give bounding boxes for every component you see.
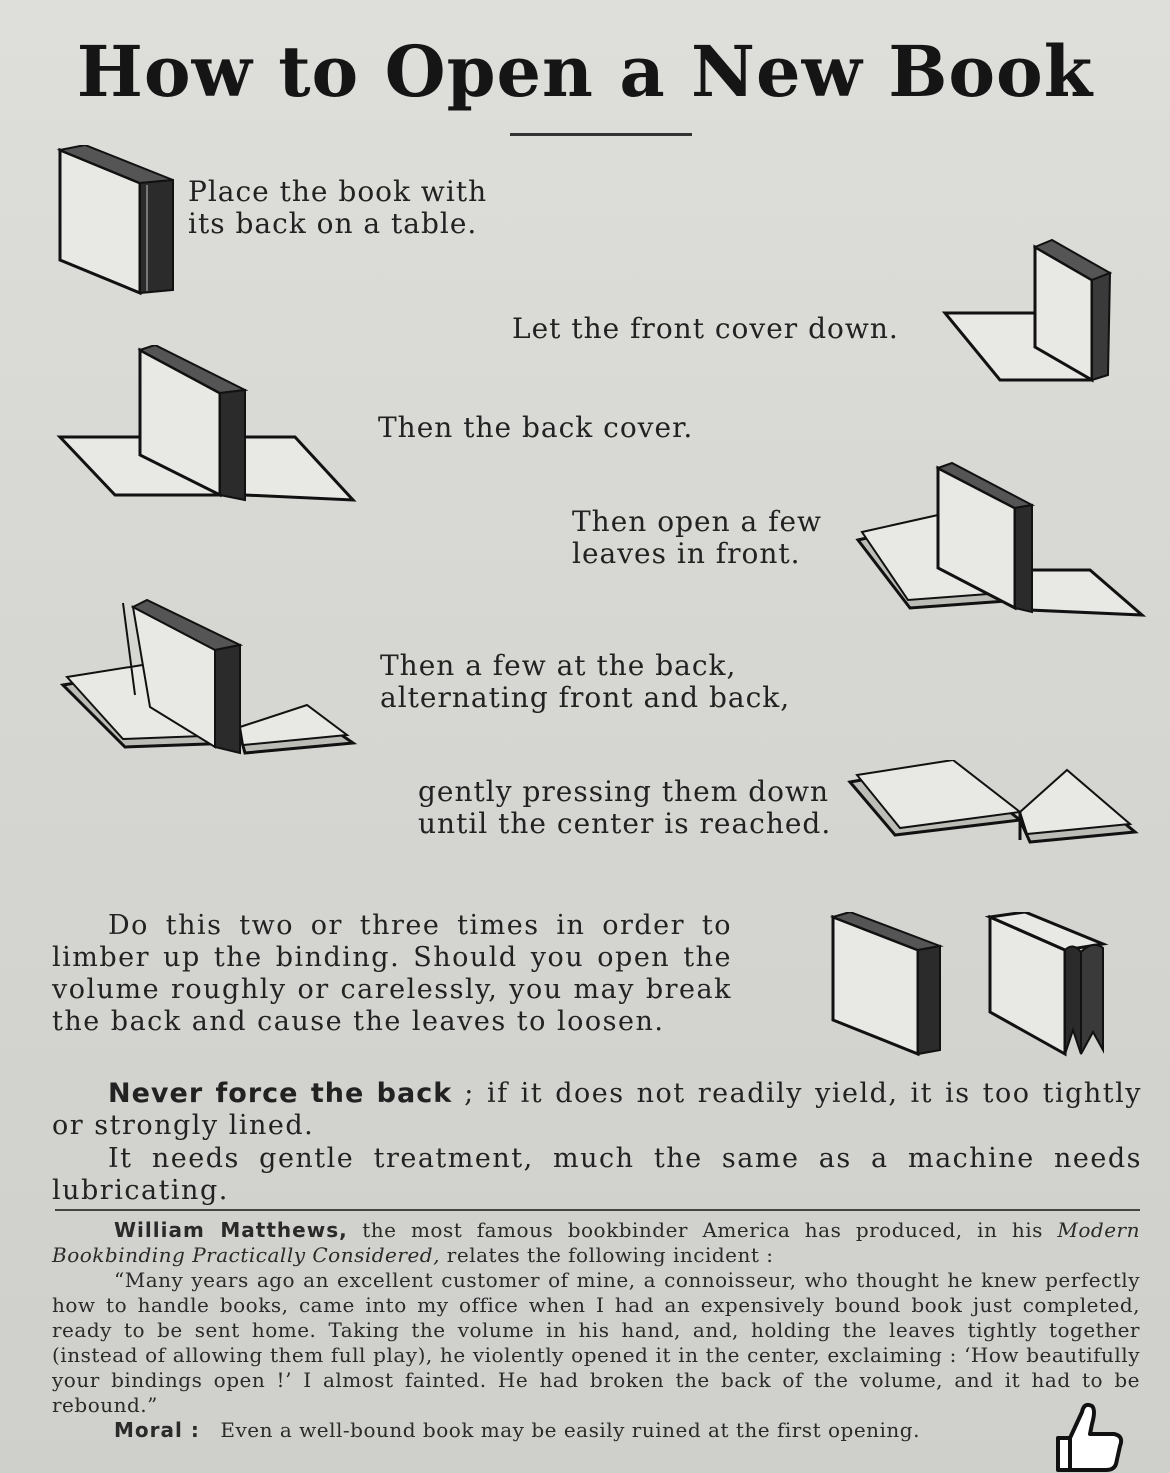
closed-book-icon: [55, 145, 180, 300]
never-force-the-back: Never force the back: [108, 1078, 453, 1109]
moral-line: [114, 1418, 1074, 1443]
step-4-line-1: Then open a few: [572, 505, 822, 538]
advice-paragraph-3: It needs gentle treatment, much the same as a machine needs lubricating.: [52, 1143, 1142, 1206]
anecdote-intro-a: the most famous bookbinder America has produced, in his: [347, 1218, 1058, 1242]
step-3-text: Then the back cover.: [378, 411, 694, 444]
advice-paragraph-2-rest: ; if it does not readily yield, it is too tightly or strongly lined.: [52, 1078, 1142, 1141]
anecdote-intro: [52, 1218, 1140, 1268]
section-divider: [55, 1209, 1140, 1211]
step-5-line-1: Then a few at the back,: [380, 649, 737, 682]
book-intact-spine-icon: [828, 912, 958, 1060]
step-5-text: [380, 650, 790, 714]
step-4-line-2: leaves in front.: [572, 537, 801, 570]
advice-paragraph-2: [52, 1078, 1142, 1142]
moral-label: Moral :: [114, 1418, 200, 1442]
thumbs-up-icon[interactable]: [1040, 1398, 1128, 1473]
anecdote-intro-b: relates the following incident :: [439, 1243, 774, 1267]
step-4-text: [572, 506, 822, 570]
book-front-cover-down-icon: [940, 235, 1140, 395]
book-leaves-front-icon: [850, 460, 1150, 625]
book-leaves-alternating-icon: [55, 595, 360, 760]
title-underline: [510, 133, 692, 136]
book-both-covers-down-icon: [55, 345, 360, 510]
step-5-line-2: alternating front and back,: [380, 681, 791, 714]
anecdote-quote: “Many years ago an excellent customer of mine, a connoisseur, who thought he knew perfectly how to handle books, came into my office when I had an expensively bound book just completed, ready to be sent home. Taking the volume in his hand, and, holding the leaves tightly together (instead of allowing them full play), he violently opened it in the center, exclaiming : ‘How beautifully your bindings open !’ I almost fainted. He had broken the back of the volume, and it had to be rebound.”: [52, 1268, 1140, 1417]
step-1-line-2: its back on a table.: [188, 207, 478, 240]
moral-text: Even a well-bound book may be easily ruined at the first opening.: [220, 1418, 920, 1442]
step-6-line-1: gently pressing them down: [418, 775, 829, 808]
step-6-text: [418, 776, 831, 840]
book-open-center-icon: [845, 760, 1140, 855]
step-2-text: Let the front cover down.: [512, 312, 899, 345]
page-title: How to Open a New Book: [76, 30, 1094, 113]
step-1-line-1: Place the book with: [188, 175, 488, 208]
book-broken-spine-icon: [985, 912, 1115, 1060]
step-1-text: [188, 176, 487, 240]
step-6-line-2: until the center is reached.: [418, 807, 832, 840]
book-title: Modern Bookbinding Practically Considered,: [52, 1218, 1140, 1267]
advice-paragraph-1: Do this two or three times in order to limber up the binding. Should you open the volume roughly or carelessly, you may break the back and cause the leaves to loosen.: [52, 910, 732, 1037]
author-name: William Matthews,: [114, 1218, 348, 1242]
